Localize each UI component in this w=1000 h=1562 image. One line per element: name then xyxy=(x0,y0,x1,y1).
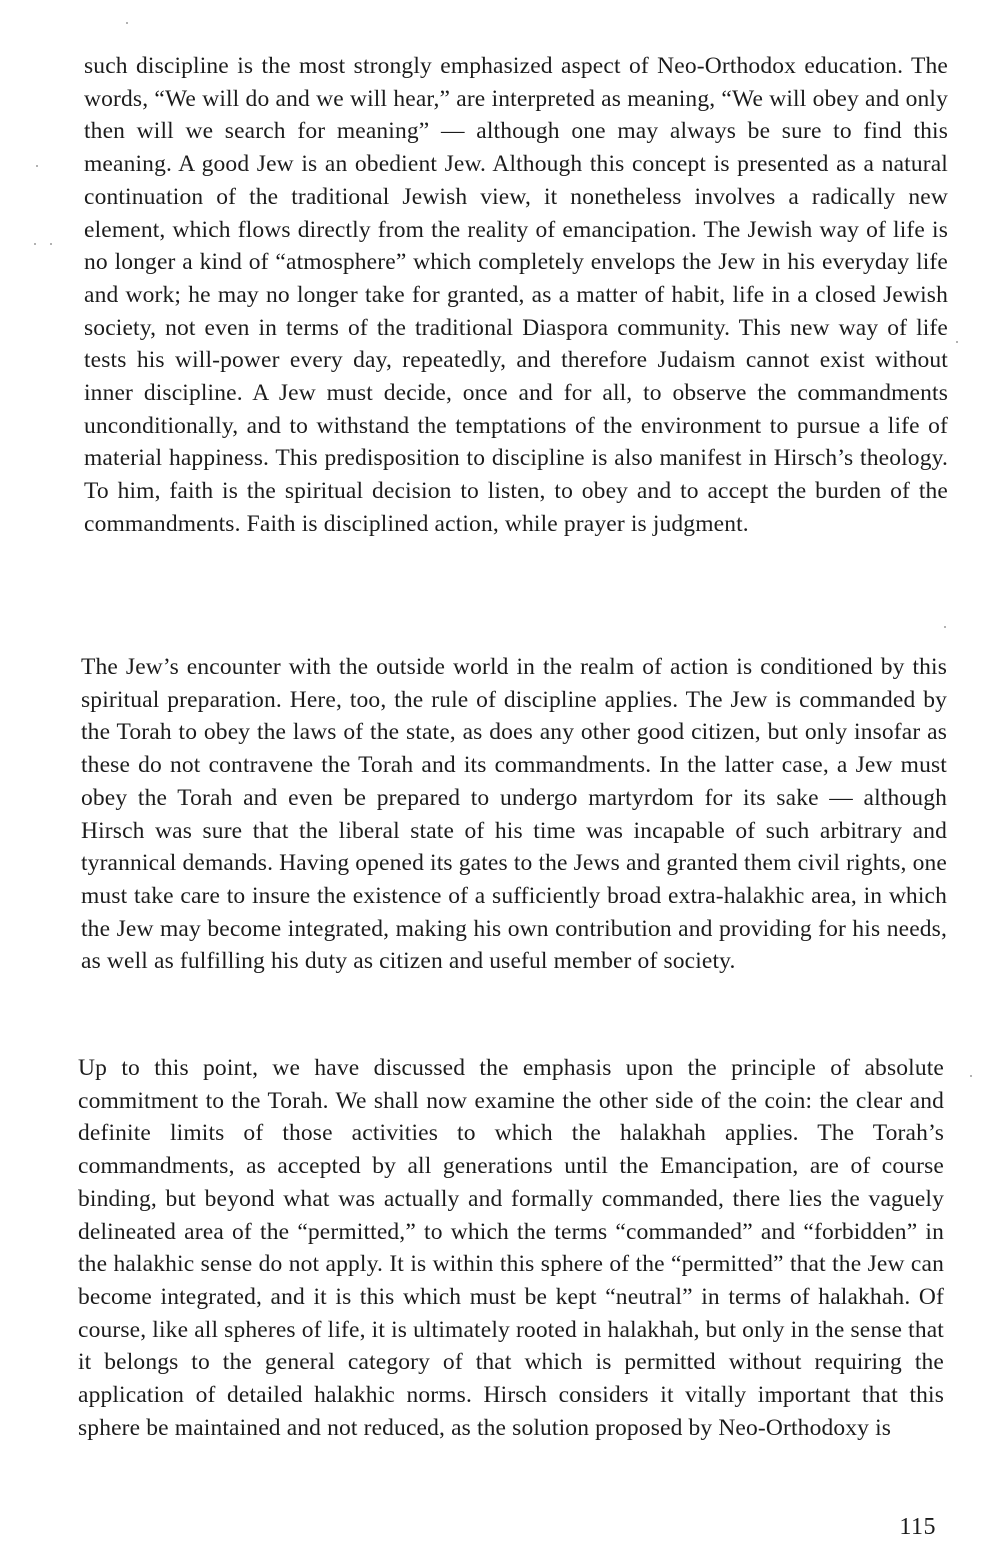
paragraph-permitted-sphere: Up to this point, we have discussed the emphasis upon the principle of absolute commitment to the Torah. We shall now examine the other side of the coin: the clear and definite limits of those activities to which the halakhah applies. The Torah’s commandments, as accepted by all generations until the Emancipation, are of course binding, but beyond what was actually and formally commanded, there lies the vaguely delineated area of the “permitted,” to which the terms “commanded” and “forbidden” in the halakhic sense do not apply. It is within this sphere of the “permitted” that the Jew can become integrated, and it is this which must be kept “neutral” in terms of halakhah. Of course, like all spheres of life, it is ultimately rooted in halakhah, but only in the sense that it belongs to the general category of that which is permitted without requiring the application of detailed halakhic norms. Hirsch considers it vitally important that this sphere be maintained and not reduced, as the solution proposed by Neo-Orthodoxy is xyxy=(78,1055,944,1441)
scan-speck xyxy=(126,22,128,24)
scan-speck xyxy=(944,626,946,628)
paragraph-discipline: such discipline is the most strongly emphasized aspect of Neo-Orthodox education. The words, “We will do and we will hear,” are interpreted as meaning, “We will obey and only then will we search for meaning” — although one may always be sure to find this meaning. A good Jew is an obedient Jew. Although this concept is presented as a natural continuation of the traditional Jewish view, it nonetheless involves a radically new element, which flows directly from the reality of emancipation. The Jewish way of life is no longer a kind of “atmosphere” which completely envelops the Jew in his everyday life and work; he may no longer take for granted, as a matter of habit, life in a closed Jewish society, not even in terms of the traditional Diaspora community. This new way of life tests his will-power every day, repeatedly, and therefore Judaism cannot exist without inner discipline. A Jew must decide, once and for all, to observe the commandments unconditionally, and to withstand the temptations of the environment to pursue a life of material happiness. This predisposition to discipline is also manifest in Hirsch’s theology. To him, faith is the spiritual decision to listen, to obey and to accept the burden of the commandments. Faith is disciplined action, while prayer is judgment. xyxy=(84,53,948,537)
paragraph-outside-world: The Jew’s encounter with the outside world in the realm of action is conditioned by this spiritual preparation. Here, too, the rule of discipline applies. The Jew is commanded by the Torah to obey the laws of the state, as does any other good citizen, but only insofar as these do not contravene the Torah and its commandments. In the latter case, a Jew must obey the Torah and even be prepared to undergo martyrdom for its sake — although Hirsch was sure that the liberal state of his time was incapable of such arbitrary and tyrannical demands. Having opened its gates to the Jews and granted them civil rights, one must take care to insure the existence of a sufficiently broad extra-halakhic area, in which the Jew may become integrated, making his own contribution and providing for his needs, as well as fulfilling his duty as citizen and useful member of society. xyxy=(81,654,947,975)
scan-speck xyxy=(34,243,36,245)
scan-speck xyxy=(970,1075,972,1077)
page-number: 115 xyxy=(899,1514,936,1540)
scan-speck xyxy=(36,165,38,167)
scan-speck xyxy=(956,341,958,343)
scan-speck xyxy=(50,243,52,245)
